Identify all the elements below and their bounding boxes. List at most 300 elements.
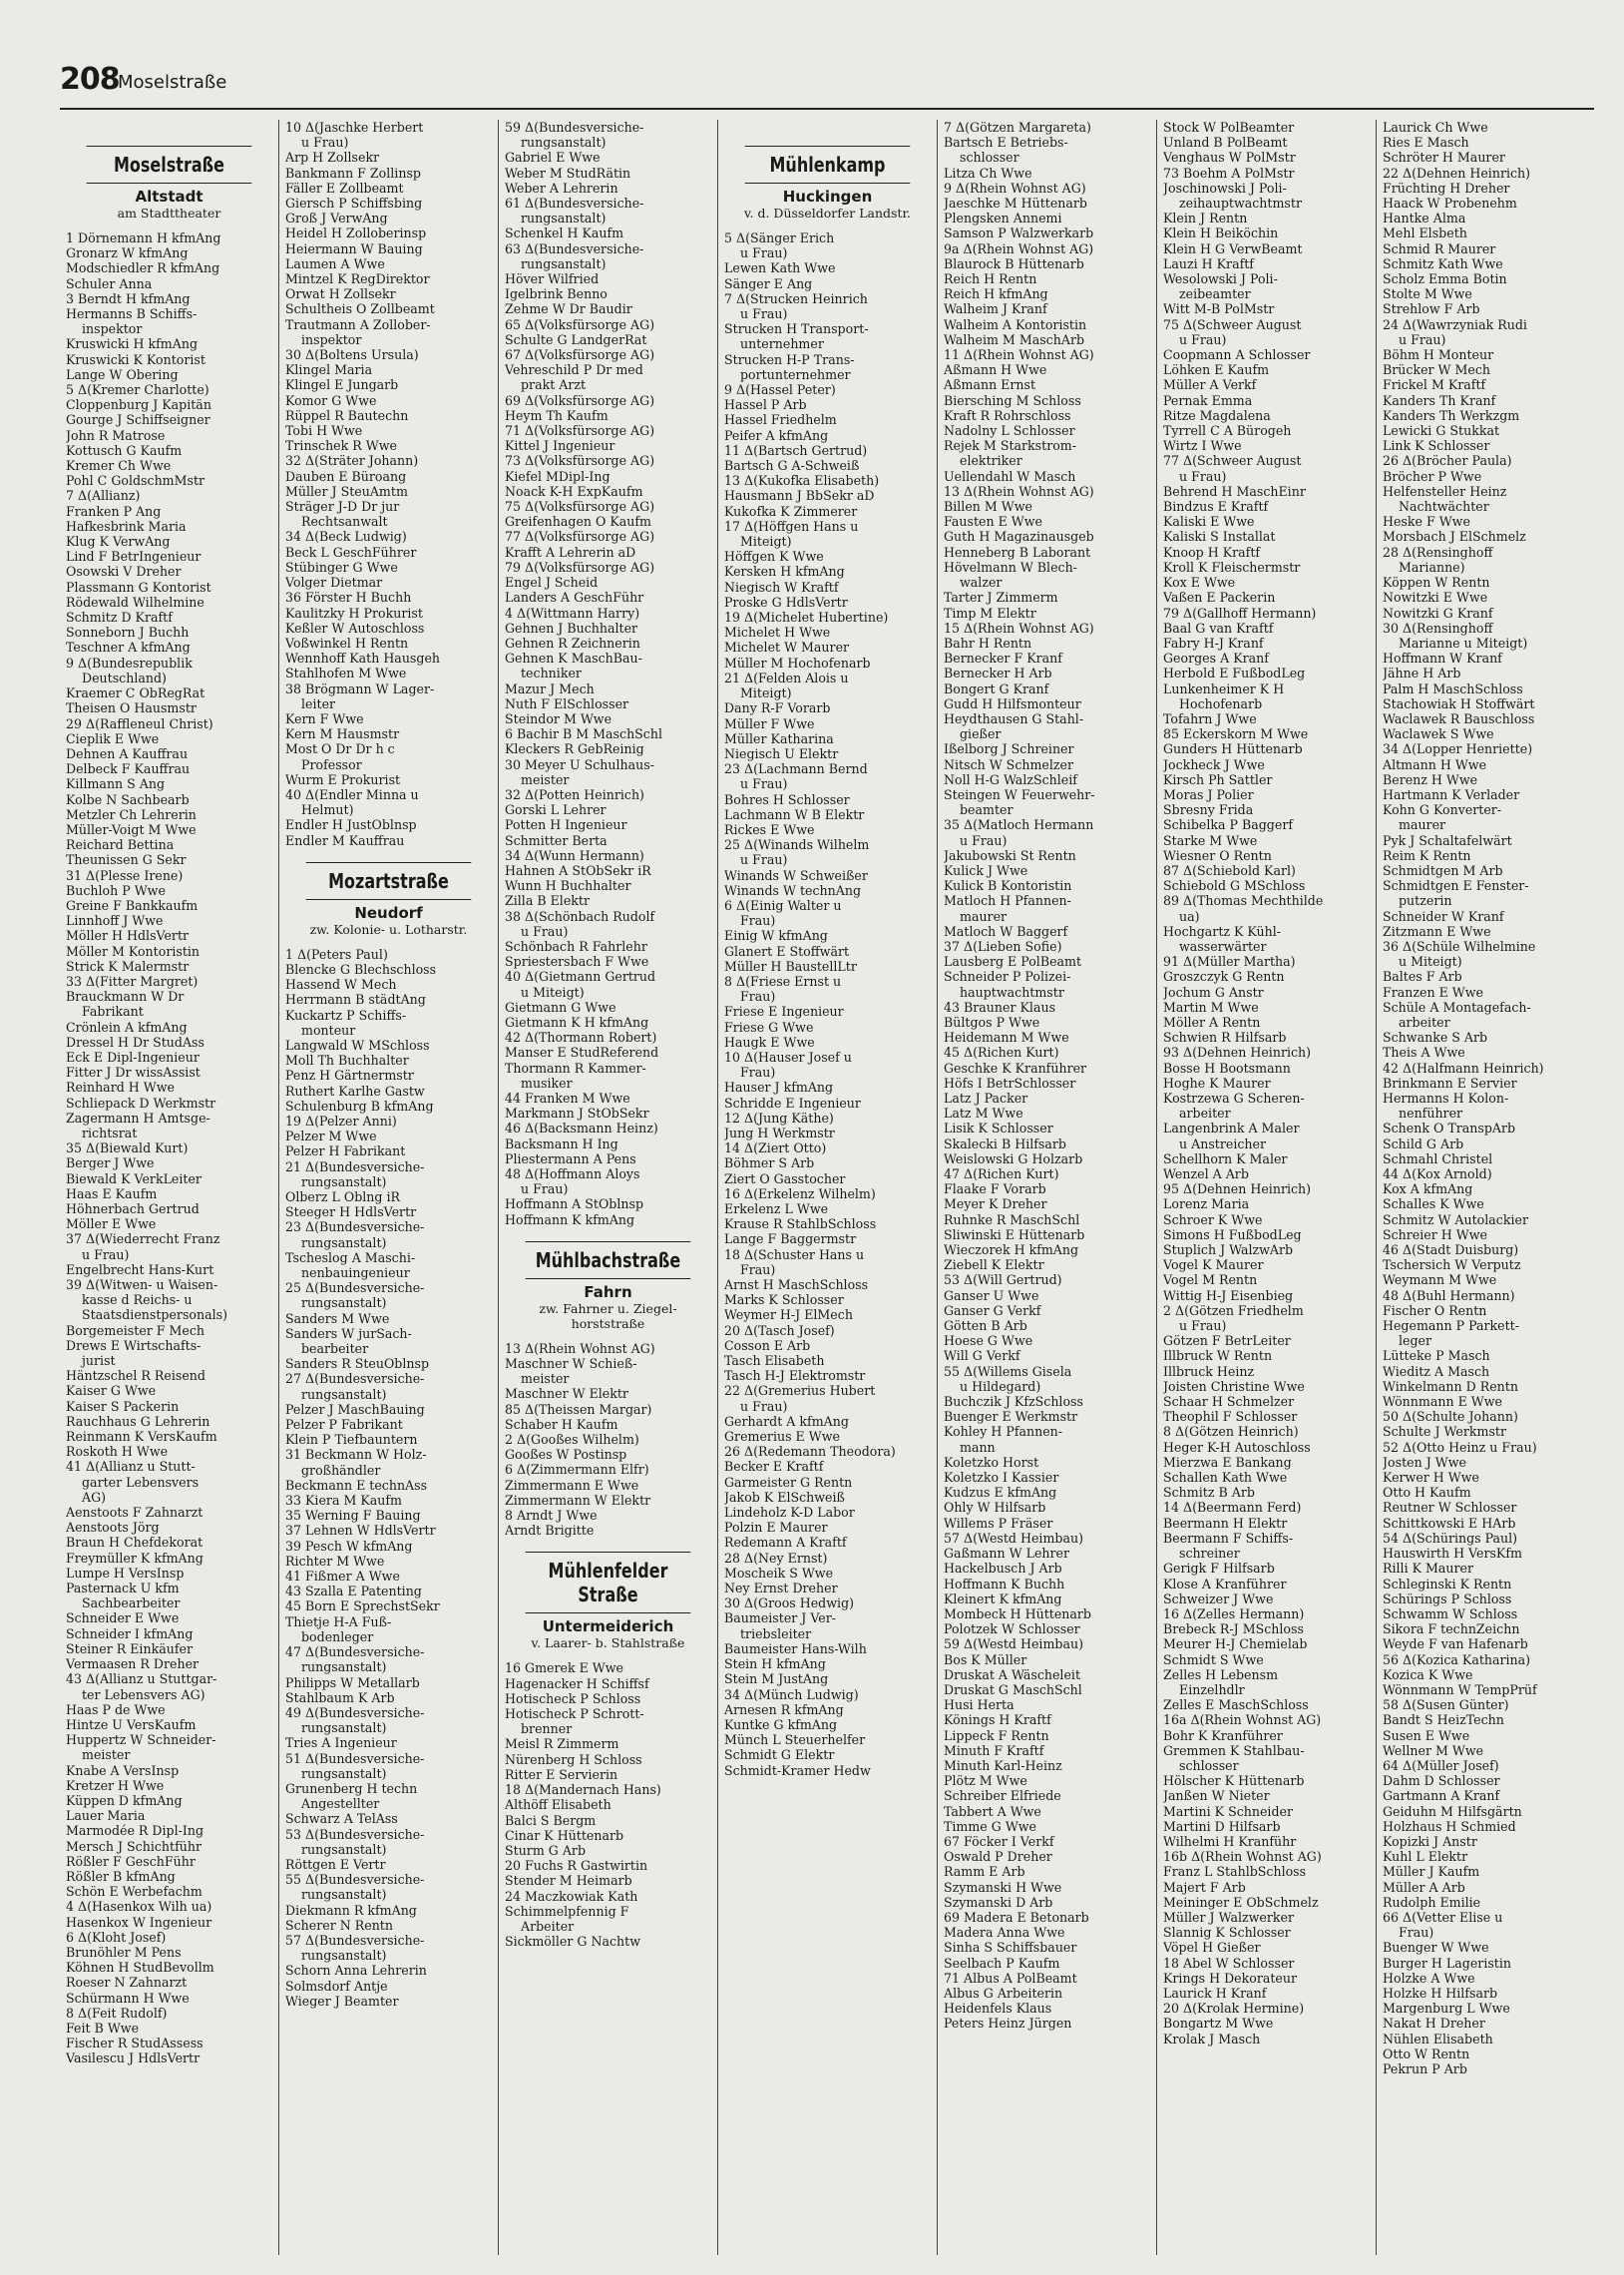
directory-entry: Kerwer H Wwe	[1383, 1470, 1479, 1486]
directory-entry: Stock W PolBeamter	[1163, 120, 1295, 135]
directory-entry: Schenkel H Kaufm	[505, 226, 624, 241]
directory-entry: Gehnen J Buchhalter	[505, 620, 638, 636]
directory-entry: Geiduhn M Hilfsgärtn	[1383, 1803, 1522, 1819]
directory-entry: Lumpe H VersInsp	[66, 1565, 185, 1581]
directory-entry: 1 Dörnemann H kfmAng	[66, 230, 221, 245]
directory-entry: Angestellter	[301, 1796, 380, 1812]
directory-entry: Kern F Wwe	[285, 710, 364, 726]
directory-entry: Wirtz I Wwe	[1163, 438, 1242, 454]
directory-entry: Redemann A Kraftf	[724, 1535, 847, 1551]
directory-entry: Hassel P Arb	[724, 397, 807, 413]
directory-entry: 7 Δ(Strucken Heinrich	[724, 290, 868, 306]
directory-entry: 10 Δ(Hauser Josef u	[724, 1049, 852, 1065]
directory-entry: Nachtwächter	[1399, 499, 1489, 515]
directory-entry: 5 Δ(Kremer Charlotte)	[66, 382, 209, 398]
directory-entry: Spriestersbach F Wwe	[505, 954, 649, 970]
directory-entry: Schibelka P Baggerf	[1163, 817, 1294, 833]
directory-entry: Knoop H Kraftf	[1163, 544, 1261, 560]
directory-entry: Kuhl L Elektr	[1383, 1849, 1468, 1865]
directory-entry: Illbruck W Rentn	[1163, 1348, 1273, 1364]
page-header	[60, 58, 1594, 110]
directory-entry: Peifer A kfmAng	[724, 427, 829, 443]
directory-entry: Berger J Wwe	[66, 1155, 155, 1171]
directory-entry: Will G Verkf	[944, 1348, 1020, 1364]
directory-entry: Einig W kfmAng	[724, 928, 828, 944]
directory-entry: Bültgos P Wwe	[944, 1014, 1040, 1030]
directory-entry: 39 Δ(Witwen- u Waisen-	[66, 1277, 218, 1293]
directory-entry: Wieger J Beamter	[285, 1993, 399, 2009]
directory-entry: Krause R StahlbSchloss	[724, 1216, 877, 1232]
directory-entry: Hotischeck P Schrott-	[505, 1706, 644, 1722]
directory-entry: Heidenfels Klaus	[944, 2001, 1052, 2017]
directory-entry: maurer	[960, 908, 1008, 924]
directory-entry: Ganser G Verkf	[944, 1302, 1041, 1318]
directory-entry: Lange F Baggermstr	[724, 1231, 857, 1247]
directory-entry: Sinha S Schiffsbauer	[944, 1940, 1077, 1956]
directory-entry: 10 Δ(Jaschke Herbert	[285, 120, 424, 135]
directory-entry: Steindor M Wwe	[505, 710, 612, 726]
directory-entry: Rickes E Wwe	[724, 821, 815, 837]
directory-entry: 14 Δ(Beermann Ferd)	[1163, 1500, 1302, 1516]
directory-entry: 45 Born E SprechstSekr	[285, 1598, 440, 1614]
directory-entry: 38 Brögmann W Lager-	[285, 681, 435, 696]
directory-entry: kasse d Reichs- u	[82, 1292, 193, 1308]
directory-entry: Kaliski S Installat	[1163, 529, 1276, 545]
directory-entry: Roeser N Zahnarzt	[66, 1975, 188, 1991]
street-heading: Mühlbachstraße	[526, 1241, 691, 1279]
directory-entry: Plötz M Wwe	[944, 1773, 1027, 1789]
directory-entry: Knabe A VersInsp	[66, 1762, 180, 1778]
directory-entry: Nowitzki E Wwe	[1383, 590, 1488, 606]
directory-entry: Früchting H Dreher	[1383, 180, 1510, 196]
directory-entry: Solmsdorf Antje	[285, 1978, 388, 1994]
directory-entry: Schallen Kath Wwe	[1163, 1470, 1288, 1486]
directory-entry: Bos K Müller	[944, 1651, 1027, 1667]
directory-entry: 21 Δ(Bundesversiche-	[285, 1158, 425, 1174]
directory-entry: Jakubowski St Rentn	[944, 847, 1076, 863]
directory-entry: Schmidtgen E Fenster-	[1383, 878, 1529, 894]
directory-entry: Koletzko Horst	[944, 1454, 1039, 1470]
directory-entry: Gabriel E Wwe	[505, 150, 601, 166]
directory-entry: rungsanstalt)	[521, 211, 607, 227]
directory-entry: Meurer H-J Chemielab	[1163, 1636, 1308, 1652]
street-range: zw. Fahrner u. Ziegel- horststraße	[539, 1300, 677, 1331]
directory-entry: Janßen W Nieter	[1163, 1788, 1270, 1804]
directory-entry: Schroer K Wwe	[1163, 1211, 1263, 1227]
directory-entry: Kanders Th Werkzgm	[1383, 407, 1520, 423]
directory-entry: 85 Eckerskorn M Wwe	[1163, 726, 1309, 742]
directory-entry: Balci S Bergm	[505, 1812, 597, 1828]
directory-entry: Reich H Rentn	[944, 271, 1037, 287]
directory-entry: rungsanstalt)	[301, 1948, 387, 1964]
directory-entry: Sträger J-D Dr jur	[285, 499, 400, 515]
directory-entry: 26 Δ(Bröcher Paula)	[1383, 453, 1512, 469]
directory-entry: 36 Förster H Buchh	[285, 590, 412, 606]
directory-entry: Schmidt G Elektr	[724, 1747, 835, 1763]
directory-entry: Hoese G Wwe	[944, 1333, 1033, 1349]
directory-entry: Schüle A Montagefach-	[1383, 999, 1531, 1015]
directory-entry: 73 Δ(Volksfürsorge AG)	[505, 453, 655, 469]
directory-entry: 13 Δ(Kukofka Elisabeth)	[724, 473, 880, 489]
directory-entry: 4 Δ(Hasenkox Wilh ua)	[66, 1899, 212, 1915]
directory-entry: 55 Δ(Willems Gisela	[944, 1363, 1072, 1379]
directory-entry: Miteigt)	[740, 685, 792, 701]
directory-entry: u Frau)	[1179, 468, 1227, 484]
directory-entry: Lind F BetrIngenieur	[66, 549, 202, 565]
directory-entry: Kulick J Wwe	[944, 862, 1028, 878]
directory-entry: 46 Δ(Backsmann Heinz)	[505, 1121, 658, 1137]
directory-entry: 42 Δ(Halfmann Heinrich)	[1383, 1060, 1544, 1076]
directory-entry: 23 Δ(Lachmann Bernd	[724, 761, 868, 777]
directory-entry: Schweizer J Wwe	[1163, 1591, 1274, 1606]
directory-entry: Fischer R StudAssess	[66, 2036, 203, 2051]
directory-entry: leger	[1399, 1333, 1432, 1349]
directory-entry: Lauer Maria	[66, 1808, 146, 1824]
directory-entry: Miteigt)	[740, 534, 792, 550]
directory-entry: 26 Δ(Redemann Theodora)	[724, 1444, 896, 1460]
directory-entry: Hoffmann A StOblnsp	[505, 1196, 644, 1212]
directory-entry: Cloppenburg J Kapitän	[66, 397, 211, 413]
directory-entry: Lorenz Maria	[1163, 1196, 1250, 1212]
directory-column	[1157, 120, 1377, 2255]
directory-entry: Kremer Ch Wwe	[66, 458, 172, 474]
directory-entry: Frau)	[1399, 1925, 1434, 1941]
directory-entry: Vöpel H Gießer	[1163, 1940, 1261, 1956]
directory-entry: Schürings P Schloss	[1383, 1591, 1512, 1606]
directory-entry: Vasilescu J HdlsVertr	[66, 2050, 201, 2066]
directory-entry: 66 Δ(Vetter Elise u	[1383, 1909, 1503, 1925]
directory-entry: Heidel H Zolloberinsp	[285, 226, 427, 241]
directory-entry: Arndt Brigitte	[505, 1523, 595, 1539]
directory-entry: Nitsch W Schmelzer	[944, 756, 1074, 772]
directory-entry: 28 Δ(Ney Ernst)	[724, 1550, 828, 1566]
directory-entry: Hartmann K Verlader	[1383, 786, 1520, 802]
directory-entry: 34 Δ(Beck Ludwig)	[285, 529, 407, 545]
directory-entry: Pernak Emma	[1163, 392, 1253, 408]
directory-entry: Deutschland)	[82, 670, 167, 685]
directory-entry: Baltes F Arb	[1383, 969, 1462, 985]
directory-entry: Niegisch U Elektr	[724, 745, 839, 761]
directory-entry: Möller H HdlsVertr	[66, 928, 190, 944]
directory-entry: Winands W Schweißer	[724, 867, 868, 883]
directory-entry: Möller E Wwe	[66, 1216, 157, 1232]
directory-entry: rungsanstalt)	[301, 1765, 387, 1781]
directory-entry: Nadolny L Schlosser	[944, 423, 1075, 439]
directory-entry: Beermann H Elektr	[1163, 1515, 1288, 1531]
directory-entry: Schneider W Kranf	[1383, 908, 1504, 924]
directory-entry: Sanders R SteuOblnsp	[285, 1356, 430, 1372]
directory-entry: Nuth F ElSchlosser	[505, 695, 629, 711]
directory-entry: Ritter E Servierin	[505, 1766, 618, 1782]
directory-entry: Kuntke G kfmAng	[724, 1716, 838, 1732]
directory-entry: Peters Heinz Jürgen	[944, 2016, 1072, 2032]
directory-entry: 19 Δ(Michelet Hubertine)	[724, 610, 889, 626]
directory-entry: Vogel K Maurer	[1163, 1257, 1264, 1273]
directory-entry: Gerhardt A kfmAng	[724, 1413, 849, 1429]
directory-entry: 65 Δ(Volksfürsorge AG)	[505, 316, 655, 332]
directory-entry: 8 Δ(Feit Rudolf)	[66, 2005, 168, 2021]
directory-entry: Oswald P Dreher	[944, 1849, 1052, 1865]
directory-entry: 8 Δ(Friese Ernst u	[724, 973, 842, 989]
directory-entry: Fitter J Dr wissAssist	[66, 1065, 201, 1081]
directory-entry: Arnesen R kfmAng	[724, 1701, 844, 1717]
directory-entry: großhändler	[301, 1462, 381, 1478]
directory-entry: Arbeiter	[521, 1918, 575, 1934]
directory-entry: Schaber H Kaufm	[505, 1416, 618, 1432]
directory-entry: Susen E Wwe	[1383, 1727, 1470, 1743]
directory-entry: Schmitz D Kraftf	[66, 610, 173, 626]
directory-entry: Wönnmann W TempPrüf	[1383, 1681, 1537, 1697]
directory-entry: maurer	[1399, 817, 1446, 833]
directory-entry: Markmann J StObSekr	[505, 1106, 649, 1122]
directory-entry: Gartmann A Kranf	[1383, 1788, 1500, 1804]
directory-entry: ua)	[1179, 908, 1200, 924]
directory-entry: Marianne u Miteigt)	[1399, 635, 1528, 651]
directory-entry: u Frau)	[960, 832, 1008, 848]
directory-entry: Tobi H Wwe	[285, 423, 363, 439]
directory-entry: 42 Δ(Thormann Robert)	[505, 1030, 657, 1046]
directory-entry: 48 Δ(Hoffmann Aloys	[505, 1166, 640, 1182]
directory-entry: Strehlow F Arb	[1383, 301, 1480, 317]
directory-entry: Kopizki J Anstr	[1383, 1833, 1477, 1849]
directory-entry: Schmid R Maurer	[1383, 240, 1496, 256]
directory-entry: Klein J Rentn	[1163, 211, 1248, 227]
directory-entry: Volger Dietmar	[285, 575, 383, 591]
directory-entry: Bahr H Rentn	[944, 635, 1032, 651]
directory-entry: Könings H Kraftf	[944, 1712, 1051, 1728]
directory-entry: Starke M Wwe	[1163, 832, 1258, 848]
directory-entry: Maschner W Schieß-	[505, 1356, 637, 1372]
directory-entry: Engel J Scheid	[505, 575, 599, 591]
street-heading: Mühlenfelder Straße	[526, 1552, 691, 1613]
directory-entry: Ruhnke R MaschSchl	[944, 1211, 1080, 1227]
directory-entry: Beck L GeschFührer	[285, 544, 417, 560]
directory-entry: Reinhard H Wwe	[66, 1080, 175, 1096]
directory-entry: Sonneborn J Buchh	[66, 625, 190, 641]
directory-entry: rungsanstalt)	[301, 1841, 387, 1857]
directory-entry: Hermanns H Kolon-	[1383, 1091, 1509, 1106]
street-heading: Mühlenkamp	[745, 146, 911, 184]
directory-entry: 77 Δ(Volksfürsorge AG)	[505, 529, 655, 545]
directory-entry: Bankmann F Zollinsp	[285, 165, 421, 181]
directory-entry: Sliwinski E Hüttenarb	[944, 1226, 1085, 1242]
directory-entry: Hotischeck P Schloss	[505, 1690, 641, 1706]
directory-entry: Ohly W Hilfsarb	[944, 1500, 1046, 1516]
directory-entry: gießer	[960, 726, 1002, 742]
directory-entry: 79 Δ(Volksfürsorge AG)	[505, 559, 655, 575]
directory-entry: Böhm H Monteur	[1383, 347, 1494, 363]
directory-entry: 57 Δ(Westd Heimbau)	[944, 1530, 1083, 1546]
directory-entry: rungsanstalt)	[301, 1386, 387, 1402]
directory-entry: Trinschek R Wwe	[285, 438, 397, 454]
directory-entry: 7 Δ(Götzen Margareta)	[944, 120, 1091, 135]
directory-entry: 21 Δ(Felden Alois u	[724, 670, 849, 685]
directory-entry: 75 Δ(Volksfürsorge AG)	[505, 499, 655, 515]
directory-entry: nenführer	[1399, 1106, 1463, 1122]
directory-entry: Schmitz W Autolackier	[1383, 1211, 1528, 1227]
directory-entry: 13 Δ(Rhein Wohnst AG)	[944, 483, 1094, 499]
directory-entry: Kirsch Ph Sattler	[1163, 771, 1273, 787]
directory-entry: Kukofka K Zimmerer	[724, 503, 858, 519]
directory-entry: Friese E Ingenieur	[724, 1004, 844, 1020]
directory-entry: 43 Szalla E Patenting	[285, 1584, 422, 1599]
directory-entry: Steeger H HdlsVertr	[285, 1204, 417, 1220]
directory-entry: Tasch H-J Elektromstr	[724, 1368, 866, 1384]
directory-entry: 95 Δ(Dehnen Heinrich)	[1163, 1181, 1312, 1197]
directory-entry: Müller A Arb	[1383, 1879, 1465, 1895]
directory-entry: Bartsch G A-Schweiß	[724, 458, 860, 474]
directory-entry: Greifenhagen O Kaufm	[505, 514, 651, 530]
directory-entry: Einzelhdlr	[1179, 1681, 1245, 1697]
directory-entry: Schmidt S Wwe	[1163, 1651, 1264, 1667]
directory-entry: Becker E Kraftf	[724, 1459, 824, 1475]
directory-entry: Groszczyk G Rentn	[1163, 969, 1285, 985]
directory-entry: Hoghe K Maurer	[1163, 1075, 1271, 1091]
directory-entry: 6 Δ(Einig Walter u	[724, 897, 842, 913]
directory-entry: Heym Th Kaufm	[505, 407, 609, 423]
directory-entry: Bernecker F Kranf	[944, 651, 1062, 667]
directory-entry: 30 Δ(Rensinghoff	[1383, 620, 1493, 636]
directory-entry: Zagermann H Amtsge-	[66, 1110, 210, 1126]
directory-entry: Altmann H Wwe	[1383, 756, 1487, 772]
directory-entry: Michelet W Maurer	[724, 640, 850, 656]
directory-entry: Tasch Elisabeth	[724, 1353, 825, 1369]
directory-entry: Weber A Lehrerin	[505, 180, 618, 196]
directory-entry: Kohley H Pfannen-	[944, 1424, 1063, 1440]
directory-entry: Joisten Christine Wwe	[1163, 1378, 1305, 1394]
directory-entry: 25 Δ(Bundesversiche-	[285, 1280, 425, 1296]
directory-entry: Wunn H Buchhalter	[505, 878, 631, 894]
directory-entry: rungsanstalt)	[301, 1720, 387, 1736]
directory-entry: Frau)	[740, 1065, 776, 1081]
directory-entry: 34 Δ(Münch Ludwig)	[724, 1686, 859, 1702]
directory-entry: 30 Meyer U Schulhaus-	[505, 756, 654, 772]
directory-entry: Rößler F GeschFühr	[66, 1853, 196, 1869]
directory-entry: 75 Δ(Schweer August	[1163, 316, 1302, 332]
directory-entry: techniker	[521, 666, 582, 682]
directory-entry: Palm H MaschSchloss	[1383, 681, 1523, 696]
directory-entry: Guth H Magazinausgeb	[944, 529, 1094, 545]
directory-entry: Klug K VerwAng	[66, 534, 171, 550]
directory-entry: 50 Δ(Schulte Johann)	[1383, 1409, 1518, 1425]
directory-entry: 64 Δ(Müller Josef)	[1383, 1757, 1499, 1773]
directory-entry: Rilli K Maurer	[1383, 1561, 1474, 1577]
directory-entry: Heidemann M Wwe	[944, 1030, 1069, 1046]
directory-entry: Zilla B Elektr	[505, 893, 590, 909]
directory-entry: Martin M Wwe	[1163, 999, 1259, 1015]
directory-entry: Aßmann H Wwe	[944, 362, 1047, 378]
directory-entry: Kozica K Wwe	[1383, 1666, 1473, 1682]
directory-entry: 39 Pesch W kfmAng	[285, 1538, 413, 1554]
directory-entry: Kohn G Konverter-	[1383, 802, 1502, 818]
directory-entry: Brücker W Mech	[1383, 362, 1491, 378]
directory-entry: Tarter J Zimmerm	[944, 590, 1058, 606]
directory-entry: Kostrzewa G Scheren-	[1163, 1091, 1305, 1106]
directory-entry: Köhnen H StudBevollm	[66, 1960, 214, 1976]
directory-entry: wasserwärter	[1179, 938, 1267, 954]
directory-entry: 7 Δ(Allianz)	[66, 488, 141, 504]
directory-entry: Hölscher K Hüttenarb	[1163, 1773, 1305, 1789]
directory-entry: Götzen F BetrLeiter	[1163, 1333, 1291, 1349]
directory-entry: Laumen A Wwe	[285, 255, 385, 271]
directory-entry: Richter M Wwe	[285, 1553, 385, 1569]
directory-entry: Stolte M Wwe	[1383, 286, 1472, 302]
directory-entry: Weislowski G Holzarb	[944, 1150, 1083, 1166]
directory-entry: Heske F Wwe	[1383, 514, 1470, 530]
directory-entry: arbeiter	[1399, 1014, 1450, 1030]
directory-entry: Wieditz A Masch	[1383, 1363, 1490, 1379]
directory-entry: Hermanns B Schiffs-	[66, 306, 198, 322]
directory-entry: 22 Δ(Dehnen Heinrich)	[1383, 165, 1531, 181]
directory-entry: Gunders H Hüttenarb	[1163, 741, 1303, 757]
directory-entry: Samson P Walzwerkarb	[944, 226, 1094, 241]
directory-entry: Meisl R Zimmerm	[505, 1736, 619, 1752]
directory-entry: Haas E Kaufm	[66, 1185, 158, 1201]
directory-entry: Orwat H Zollsekr	[285, 286, 396, 302]
directory-entry: Lisik K Schlosser	[944, 1121, 1053, 1137]
directory-entry: Rödewald Wilhelmine	[66, 594, 204, 610]
directory-entry: richtsrat	[82, 1125, 138, 1140]
directory-entry: Slannig K Schlosser	[1163, 1925, 1291, 1941]
directory-entry: Ramm E Arb	[944, 1864, 1025, 1880]
directory-entry: Noack K-H ExpKaufm	[505, 483, 643, 499]
directory-entry: walzer	[960, 575, 1003, 591]
directory-entry: Roskoth H Wwe	[66, 1444, 169, 1460]
directory-entry: Bongert G Kranf	[944, 681, 1049, 696]
directory-entry: Plassmann G Kontorist	[66, 579, 211, 595]
directory-entry: 51 Δ(Bundesversiche-	[285, 1750, 425, 1766]
directory-entry: Cosson E Arb	[724, 1337, 811, 1353]
directory-entry: Frau)	[740, 1261, 776, 1277]
directory-entry: Engelbrecht Hans-Kurt	[66, 1261, 214, 1277]
directory-entry: Brunöhler M Pens	[66, 1944, 182, 1960]
directory-entry: Marks K Schlosser	[724, 1292, 844, 1308]
directory-entry: 16 Δ(Zelles Hermann)	[1163, 1605, 1305, 1621]
directory-entry: Pohl C GoldschmMstr	[66, 473, 205, 489]
directory-entry: 6 Δ(Kloht Josef)	[66, 1929, 167, 1945]
directory-entry: Waclawek R Bauschloss	[1383, 710, 1535, 726]
directory-entry: Feit B Wwe	[66, 2020, 140, 2036]
directory-entry: Gehnen R Zeichnerin	[505, 635, 640, 651]
directory-entry: Hoffmann W Kranf	[1383, 651, 1502, 667]
directory-entry: Frickel M Kraftf	[1383, 377, 1486, 393]
directory-entry: Most O Dr Dr h c	[285, 741, 395, 757]
directory-entry: 17 Δ(Höffgen Hans u	[724, 518, 859, 534]
directory-entry: Münch L Steuerhelfer	[724, 1732, 866, 1748]
directory-entry: Hövelmann W Blech-	[944, 559, 1077, 575]
directory-entry: Hassel Friedhelm	[724, 412, 837, 428]
directory-entry: leiter	[301, 695, 336, 711]
directory-entry: Strick K Malermstr	[66, 958, 190, 974]
directory-entry: rungsanstalt)	[301, 1173, 387, 1189]
directory-entry: Lindeholz K-D Labor	[724, 1505, 855, 1521]
directory-entry: Hegemann P Parkett-	[1383, 1318, 1519, 1334]
directory-entry: 45 Δ(Richen Kurt)	[944, 1045, 1059, 1061]
directory-entry: Maschner W Elektr	[505, 1386, 628, 1402]
directory-entry: Weber M StudRätin	[505, 165, 631, 181]
directory-entry: 35 Δ(Biewald Kurt)	[66, 1140, 189, 1156]
directory-entry: Schwarz A TelAss	[285, 1811, 398, 1827]
directory-entry: Hochofenarb	[1179, 695, 1263, 711]
directory-entry: Kersken H kfmAng	[724, 564, 845, 580]
directory-entry: Laurick H Kranf	[1163, 1985, 1267, 2001]
directory-entry: Fäller E Zollbeamt	[285, 180, 404, 196]
directory-entry: u Frau)	[740, 776, 788, 792]
directory-entry: Schneider P Polizei-	[944, 969, 1071, 985]
directory-entry: Hoffmann K kfmAng	[505, 1211, 635, 1227]
directory-entry: ter Lebensvers AG)	[82, 1686, 205, 1702]
directory-entry: Rüppel R Bautechn	[285, 407, 409, 423]
